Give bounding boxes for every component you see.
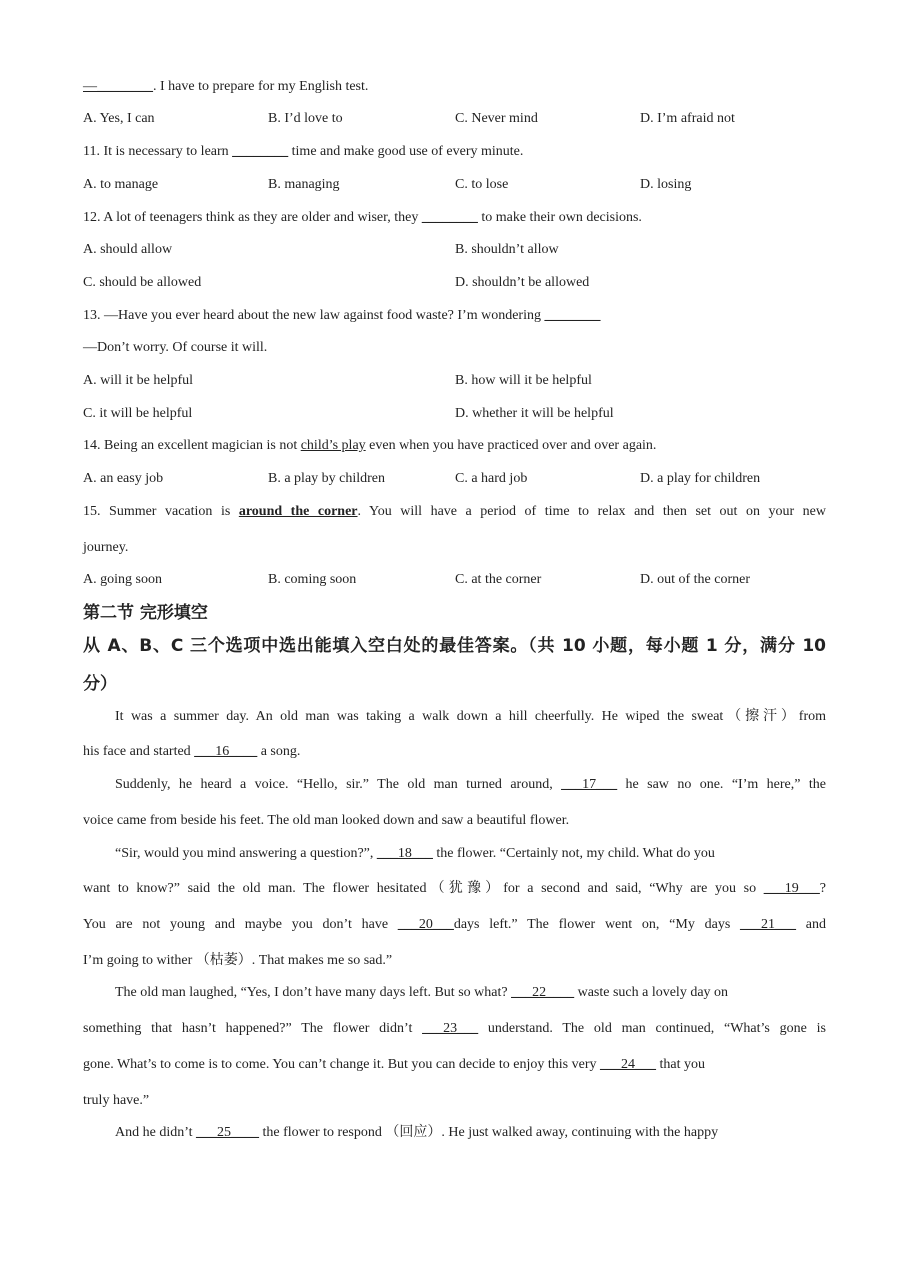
section-title: 第二节 完形填空 [83,603,208,623]
passage-line [83,776,826,794]
answer-blank-21: ___21___ [740,917,797,932]
q11-option-b: B. managing [268,177,340,192]
passage-text: days left.” The flower went on, “My days [453,917,741,932]
answer-blank-25: ___25____ [196,1125,260,1140]
passage-text: his face and started [83,744,195,759]
underlined-phrase: child’s play [300,438,366,453]
q11-stem-text: time and make good use of every minute. [288,144,524,159]
passage-text: the flower to respond （回应）. He just walked away, continuing with the happy [259,1125,719,1140]
q10-option-a: A. Yes, I can [83,111,155,126]
passage-line: truly have.” [83,1093,150,1108]
q12-option-a: A. should allow [83,242,173,257]
q13-option-d: D. whether it will be helpful [455,406,614,421]
q10-option-d: D. I’m afraid not [640,111,735,126]
answer-blank: ________ [421,210,478,225]
q15-stem [83,503,826,521]
passage-text: want to know?” said the old man. The flower hesitated（犹豫）for a second and said, “Why are you so [83,881,764,896]
q14-stem [83,437,656,455]
answer-blank-20: ___20___ [397,917,454,932]
underlined-phrase: around the corner [238,504,358,519]
section-instruction: 从 A、B、C 三个选项中选出能填入空白处的最佳答案。（共 10 小题，每小题 1 分，满分 10 [83,636,826,656]
passage-line [115,845,715,863]
q10-stem-text: . I have to prepare for my English test. [153,79,369,94]
q15-option-b: B. coming soon [268,572,357,587]
q12-stem [83,209,642,227]
passage-text: the flower. “Certainly not, my child. What do you [432,846,715,861]
passage-line: I’m going to wither （枯萎）. That makes me so sad.” [83,953,393,968]
q14-stem-text: even when you have practiced over and over again. [365,438,657,453]
passage-text: You are not young and maybe you don’t have [83,917,398,932]
q11-stem-text: 11. It is necessary to learn [83,144,233,159]
answer-blank-17: ___17___ [561,777,618,792]
q14-option-c: C. a hard job [455,471,528,486]
passage-line [83,880,826,898]
passage-line [83,916,826,934]
q12-option-b: B. shouldn’t allow [455,242,559,257]
q10-option-b: B. I’d love to [268,111,343,126]
q12-stem-text: 12. A lot of teenagers think as they are older and wiser, they [83,210,422,225]
q11-stem [83,143,523,161]
answer-blank-22: ___22____ [511,985,575,1000]
q14-option-b: B. a play by children [268,471,386,486]
answer-blank: ________ [544,308,601,323]
answer-blank: —________ [83,79,153,94]
q12-option-d: D. shouldn’t be allowed [455,275,590,290]
passage-text: waste such a lovely day on [574,985,729,1000]
passage-line [83,743,300,761]
q10-stem [83,78,368,96]
answer-blank-24: ___24___ [600,1057,656,1072]
passage-line [83,1020,826,1038]
passage-text: he saw no one. “I’m here,” the [617,777,826,792]
passage-text: something that hasn’t happened?” The flower didn’t [83,1021,423,1036]
passage-text: gone. What’s to come is to come. You can’t change it. But you can decide to enjoy this very [83,1057,600,1072]
q15-stem-text: . You will have a period of time to relax and then set out on your new [357,504,827,519]
passage-text: The old man laughed, “Yes, I don’t have many days left. But so what? [115,985,512,1000]
q13-stem [83,307,600,325]
q14-option-a: A. an easy job [83,471,164,486]
passage-text: And he didn’t [115,1125,197,1140]
q15-option-a: A. going soon [83,572,162,587]
q12-option-c: C. should be allowed [83,275,202,290]
q14-option-d: D. a play for children [640,471,761,486]
answer-blank-16: ___16____ [194,744,258,759]
section-instruction-continued: 分） [83,674,117,694]
passage-text: understand. The old man continued, “What’s gone is [478,1021,827,1036]
passage-text: that you [656,1057,705,1072]
q15-stem-text: 15. Summer vacation is [83,504,239,519]
q15-stem-continued: journey. [83,540,129,555]
q11-option-a: A. to manage [83,177,159,192]
passage-line [83,1056,705,1074]
passage-line: It was a summer day. An old man was taking a walk down a hill cheerfully. He wiped the sweat（擦汗）from [115,709,826,724]
q14-stem-text: 14. Being an excellent magician is not [83,438,301,453]
q13-option-a: A. will it be helpful [83,373,194,388]
q11-option-c: C. to lose [455,177,509,192]
q13-option-b: B. how will it be helpful [455,373,592,388]
passage-line: voice came from beside his feet. The old man looked down and saw a beautiful flower. [83,813,570,828]
passage-line [115,984,728,1002]
answer-blank-19: ___19___ [763,881,820,896]
q12-stem-text: to make their own decisions. [477,210,642,225]
passage-text: ? [819,881,826,896]
passage-text: Suddenly, he heard a voice. “Hello, sir.” The old man turned around, [115,777,562,792]
q13-stem-text: 13. —Have you ever heard about the new law against food waste? I’m wondering [83,308,545,323]
q13-reply: —Don’t worry. Of course it will. [83,340,268,355]
answer-blank: ________ [232,144,289,159]
q10-option-c: C. Never mind [455,111,538,126]
passage-line [115,1124,718,1142]
q13-option-c: C. it will be helpful [83,406,193,421]
q11-option-d: D. losing [640,177,692,192]
answer-blank-23: ___23___ [422,1021,479,1036]
q15-option-d: D. out of the corner [640,572,751,587]
passage-text: and [796,917,827,932]
passage-text: “Sir, would you mind answering a question?”, [115,846,377,861]
passage-text: a song. [257,744,301,759]
answer-blank-18: ___18___ [376,846,433,861]
q15-option-c: C. at the corner [455,572,542,587]
